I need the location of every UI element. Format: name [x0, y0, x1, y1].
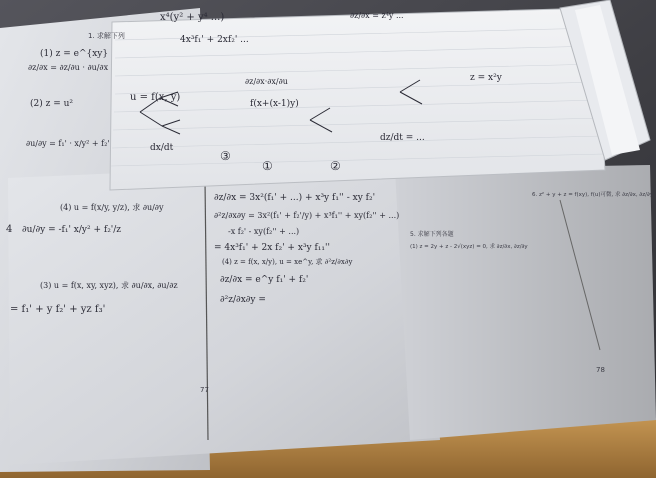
right-page-number: 78 [596, 366, 605, 374]
center-page-number: 77 [200, 386, 209, 394]
pad-formula-2: 4x³f₁' + 2xf₂' ... [180, 35, 249, 45]
left-work-1: ∂z/∂x = ∂z/∂u · ∂u/∂x [28, 63, 109, 72]
pad-formula-5: ∂z/∂x·∂x/∂u [245, 77, 288, 86]
center-work-6: ∂²z/∂x∂y = [220, 295, 266, 305]
left-margin-mark: 4 [6, 224, 13, 235]
center-item-4: (4) z = f(x, x/y), u = xe^y, 求 ∂²z/∂x∂y [222, 258, 353, 266]
right-section-heading: 5. 求解下列各题 [410, 231, 454, 238]
left-work-2: ∂u/∂y = f₁' · x/y² + f₂' [26, 139, 110, 148]
left-work-4: ∂u/∂y = -f₁' x/y² + f₂'/z [22, 225, 122, 235]
pad-formula-4: u = f(x, y) [130, 92, 181, 103]
center-work-5: ∂z/∂x = e^y f₁' + f₂' [220, 275, 309, 285]
center-work-1: ∂z/∂x = 3x²(f₁' + ...) + x³y f₁'' - xy f₂' [214, 193, 376, 203]
pad-circled-3: ③ [220, 149, 231, 163]
left-item-2: (2) z = u² [30, 99, 74, 109]
center-work-3: -x f₂' - xy(f₂'' + ...) [228, 227, 300, 236]
pad-formula-6: f(x+(x-1)y) [250, 99, 299, 109]
center-work-2: ∂²z/∂x∂y = 3x²(f₁' + f₂'/y) + x³f₁'' + xy(f₂'' + ...) [214, 211, 400, 220]
pad-formula-7: dz/dt = ... [380, 133, 425, 143]
left-work-3: = f₁' + y f₂' + yz f₃' [10, 304, 106, 315]
pad-formula-1: x⁴(y² + y⁴ ...) [160, 12, 225, 23]
left-item-4: (4) u = f(x/y, y/z), 求 ∂u/∂y [60, 203, 164, 212]
center-work-4: = 4x³f₁' + 2x f₂' + x³y f₁₁'' [214, 243, 330, 253]
left-sheet-heading: 1. 求解下列 [88, 32, 125, 40]
right-problem-5-1: (1) z = 2y + z - 2√(xyz) = 0, 求 ∂z/∂x, ∂z/∂y [410, 244, 528, 250]
pad-formula-8: z = x²y [470, 73, 502, 83]
pad-circled-1: ① [262, 159, 273, 173]
left-item-1: (1) z = e^{xy} [40, 49, 109, 59]
right-problem-6: 6. z² + y + z = f(xy), f(u)可微, 求 ∂z/∂x, ∂z/∂y [532, 192, 654, 198]
pad-formula-9: dx/dt [150, 143, 174, 153]
pad-circled-2: ② [330, 159, 341, 173]
left-item-3: (3) u = f(x, xy, xyz), 求 ∂u/∂x, ∂u/∂z [40, 281, 178, 290]
pad-formula-3: ∂z/∂x = z⁴y ... [350, 11, 404, 20]
